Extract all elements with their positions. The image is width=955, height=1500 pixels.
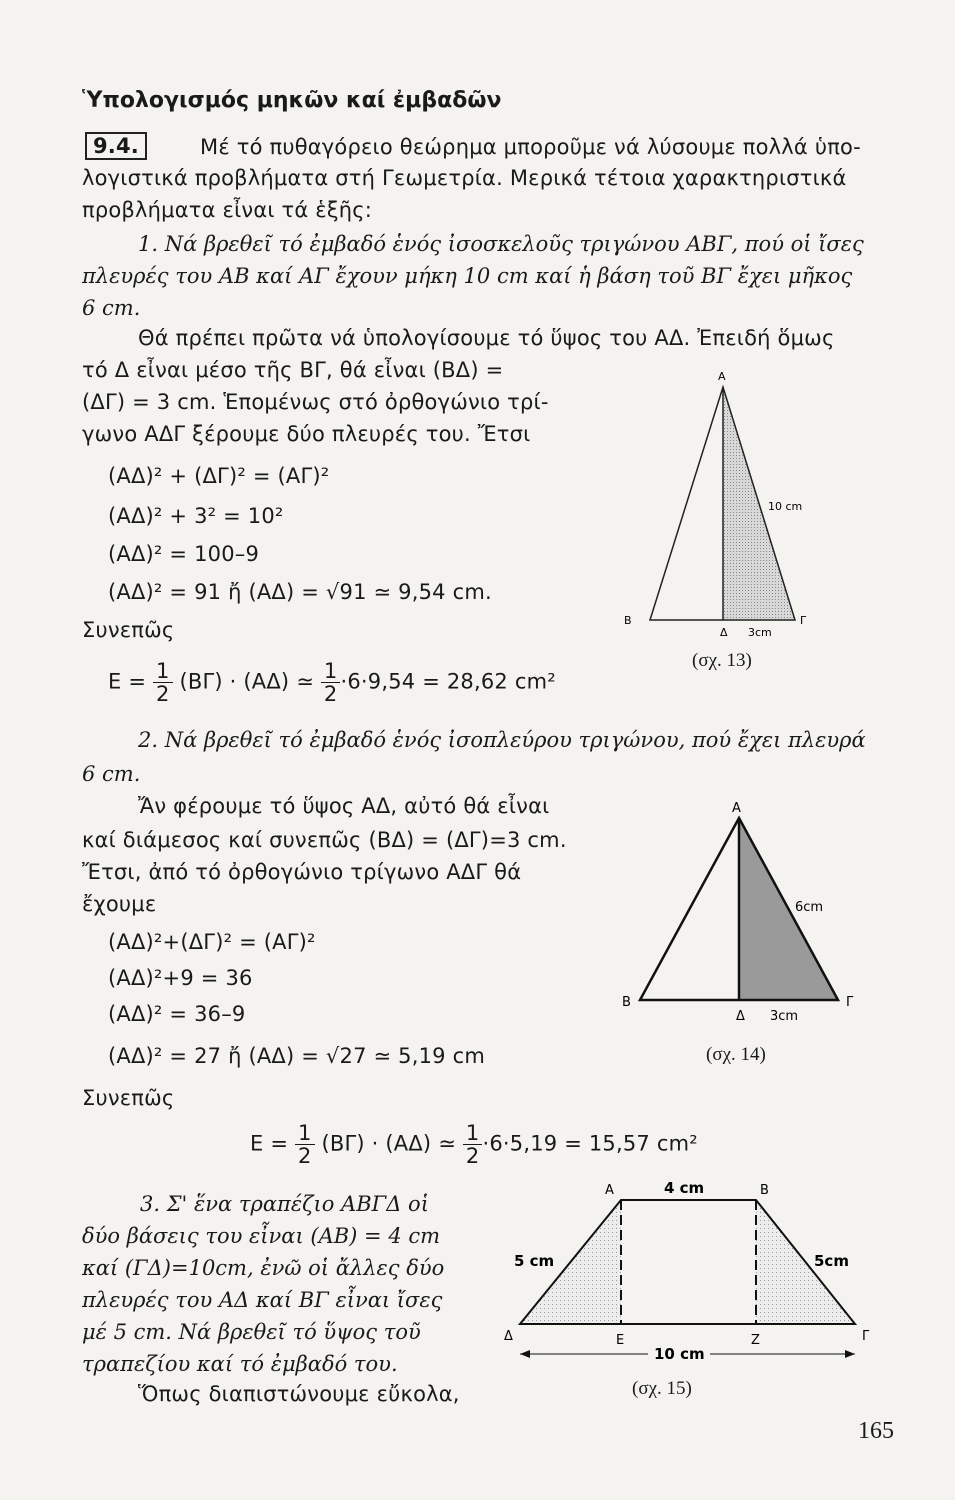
fig14-label-g: Γ xyxy=(846,995,854,1010)
p1-equation-4: (ΑΔ)² = 91 ἤ (ΑΔ) = √91 ≃ 9,54 cm. xyxy=(108,580,492,604)
intro-line-3: προβλήματα εἶναι τά ἑξῆς: xyxy=(82,198,373,222)
p2-equation-3: (ΑΔ)² = 36–9 xyxy=(108,1002,246,1026)
fig15-arrow-right xyxy=(845,1350,855,1358)
p1-statement-1: 1. Νά βρεθεῖ τό ἐμβαδό ἑνός ἰσοσκελοῦς τριγώνου ΑΒΓ, πού οἱ ἴσες xyxy=(138,232,864,256)
figure-14 xyxy=(612,796,872,1036)
p1-area-formula xyxy=(108,660,556,705)
p2-area-mid: (ΒΓ) · (ΑΔ) ≃ xyxy=(321,1131,456,1156)
figure-15 xyxy=(500,1176,880,1376)
fig15-caption: (σχ. 15) xyxy=(632,1378,692,1399)
fig13-label-g: Γ xyxy=(800,614,807,627)
p1-therefore: Συνεπῶς xyxy=(82,618,175,642)
p2-solution-1: Ἄν φέρουμε τό ὕψος ΑΔ, αὐτό θά εἶναι xyxy=(138,794,550,818)
figure-13 xyxy=(610,362,820,662)
p3-line-7: Ὅπως διαπιστώνουμε εὔκολα, xyxy=(138,1382,460,1406)
p1-statement-2: πλευρές του ΑΒ καί ΑΓ ἔχουν μήκη 10 cm καί ἡ βάση τοῦ ΒΓ ἔχει μῆκος xyxy=(82,264,853,288)
p2-area-formula xyxy=(250,1122,698,1167)
p1-statement-3: 6 cm. xyxy=(82,296,141,320)
fig15-label-d: Δ xyxy=(504,1329,513,1344)
fig13-label-a: Α xyxy=(718,370,726,383)
p1-frac2-den: 2 xyxy=(323,682,338,707)
p2-equation-2: (ΑΔ)²+9 = 36 xyxy=(108,966,253,990)
p2-therefore: Συνεπῶς xyxy=(82,1086,175,1110)
fig14-label-b: Β xyxy=(622,995,631,1010)
p2-frac2-num: 1 xyxy=(463,1122,483,1145)
fig15-label-g: Γ xyxy=(862,1329,870,1344)
intro-line-2: λογιστικά προβλήματα στή Γεωμετρία. Μερικά τέτοια χαρακτηριστικά xyxy=(82,166,847,190)
p3-line-5: μέ 5 cm. Νά βρεθεῖ τό ὕψος τοῦ xyxy=(82,1320,421,1344)
fig15-label-a: Α xyxy=(605,1183,614,1198)
p1-equation-1: (ΑΔ)² + (ΔΓ)² = (ΑΓ)² xyxy=(108,464,330,488)
fig14-base-label: 3cm xyxy=(770,1009,799,1024)
p1-area-lhs: Ε = xyxy=(108,669,147,694)
section-number: 9.4. xyxy=(85,132,147,160)
p1-solution-1: Θά πρέπει πρῶτα νά ὑπολογίσουμε τό ὕψος του ΑΔ. Ἐπειδή ὅμως xyxy=(138,326,835,350)
p1-area-rhs: ·6·9,54 = 28,62 cm² xyxy=(340,669,556,694)
fig15-label-b: Β xyxy=(760,1183,769,1198)
fig14-label-a: Α xyxy=(732,801,741,816)
p3-line-4: πλευρές του ΑΔ καί ΒΓ εἶναι ἴσες xyxy=(82,1288,443,1312)
fig14-label-d: Δ xyxy=(736,1009,745,1024)
p3-line-1: 3. Σ' ἕνα τραπέζιο ΑΒΓΔ οἱ xyxy=(140,1192,429,1216)
p1-solution-4: γωνο ΑΔΓ ξέρουμε δύο πλευρές του. Ἔτσι xyxy=(82,422,531,446)
p2-equation-1: (ΑΔ)²+(ΔΓ)² = (ΑΓ)² xyxy=(108,930,316,954)
fig13-caption: (σχ. 13) xyxy=(692,650,752,671)
p2-statement-1: 2. Νά βρεθεῖ τό ἐμβαδό ἑνός ἰσοπλεύρου τριγώνου, πού ἔχει πλευρά xyxy=(138,728,866,752)
p2-fraction-2 xyxy=(463,1122,483,1167)
p1-frac2-num: 1 xyxy=(321,660,341,683)
fig15-right-label: 5cm xyxy=(814,1252,849,1270)
p2-solution-4: ἔχουμε xyxy=(82,892,157,916)
p2-fraction-1 xyxy=(295,1122,315,1167)
fig15-label-z: Ζ xyxy=(751,1333,760,1348)
p2-frac2-den: 2 xyxy=(465,1144,480,1169)
p1-equation-2: (ΑΔ)² + 3² = 10² xyxy=(108,504,284,528)
p1-area-mid: (ΒΓ) · (ΑΔ) ≃ xyxy=(179,669,314,694)
p2-area-rhs: ·6·5,19 = 15,57 cm² xyxy=(482,1131,698,1156)
p3-line-6: τραπεζίου καί τό ἐμβαδό του. xyxy=(82,1352,398,1376)
p1-frac-num: 1 xyxy=(153,660,173,683)
fig13-base-label: 3cm xyxy=(748,626,772,639)
fig14-side-label: 6cm xyxy=(795,900,824,915)
p1-equation-3: (ΑΔ)² = 100–9 xyxy=(108,542,260,566)
fig15-bottom-label: 10 cm xyxy=(654,1345,705,1363)
fig14-caption: (σχ. 14) xyxy=(706,1044,766,1065)
fig15-top-label: 4 cm xyxy=(664,1179,705,1197)
fig15-label-e: Ε xyxy=(616,1333,625,1348)
p2-frac-num: 1 xyxy=(295,1122,315,1145)
p2-frac-den: 2 xyxy=(298,1144,312,1169)
p1-fraction-2 xyxy=(321,660,341,705)
page-number: 165 xyxy=(858,1418,894,1444)
fig13-label-d: Δ xyxy=(720,626,728,639)
fig13-label-b: Β xyxy=(624,614,632,627)
section-title: Ὑπολογισμός μηκῶν καί ἐμβαδῶν xyxy=(82,88,502,113)
p2-solution-2: καί διάμεσος καί συνεπῶς (ΒΔ) = (ΔΓ)=3 cm. xyxy=(82,828,567,852)
intro-line-1: Μέ τό πυθαγόρειο θεώρημα μποροῦμε νά λύσουμε πολλά ὑπο- xyxy=(200,135,861,159)
p1-solution-2: τό Δ εἶναι μέσο τῆς ΒΓ, θά εἶναι (ΒΔ) = xyxy=(82,358,504,382)
section-number-box xyxy=(85,134,147,158)
p3-line-2: δύο βάσεις του εἶναι (ΑΒ) = 4 cm xyxy=(82,1224,441,1248)
p1-frac-den: 2 xyxy=(156,682,170,707)
p1-solution-3: (ΔΓ) = 3 cm. Ἑπομένως στό ὀρθογώνιο τρί- xyxy=(82,390,549,414)
p2-equation-4: (ΑΔ)² = 27 ἤ (ΑΔ) = √27 ≃ 5,19 cm xyxy=(108,1044,486,1068)
fig15-arrow-left xyxy=(520,1350,530,1358)
p1-fraction-1 xyxy=(153,660,173,705)
p3-line-3: καί (ΓΔ)=10cm, ἐνῶ οἱ ἄλλες δύο xyxy=(82,1256,445,1280)
fig13-side-label: 10 cm xyxy=(768,500,803,513)
p2-statement-2: 6 cm. xyxy=(82,762,141,786)
p2-solution-3: Ἔτσι, ἀπό τό ὀρθογώνιο τρίγωνο ΑΔΓ θά xyxy=(82,860,522,884)
fig15-left-label: 5 cm xyxy=(514,1252,555,1270)
p2-area-lhs: Ε = xyxy=(250,1131,289,1156)
